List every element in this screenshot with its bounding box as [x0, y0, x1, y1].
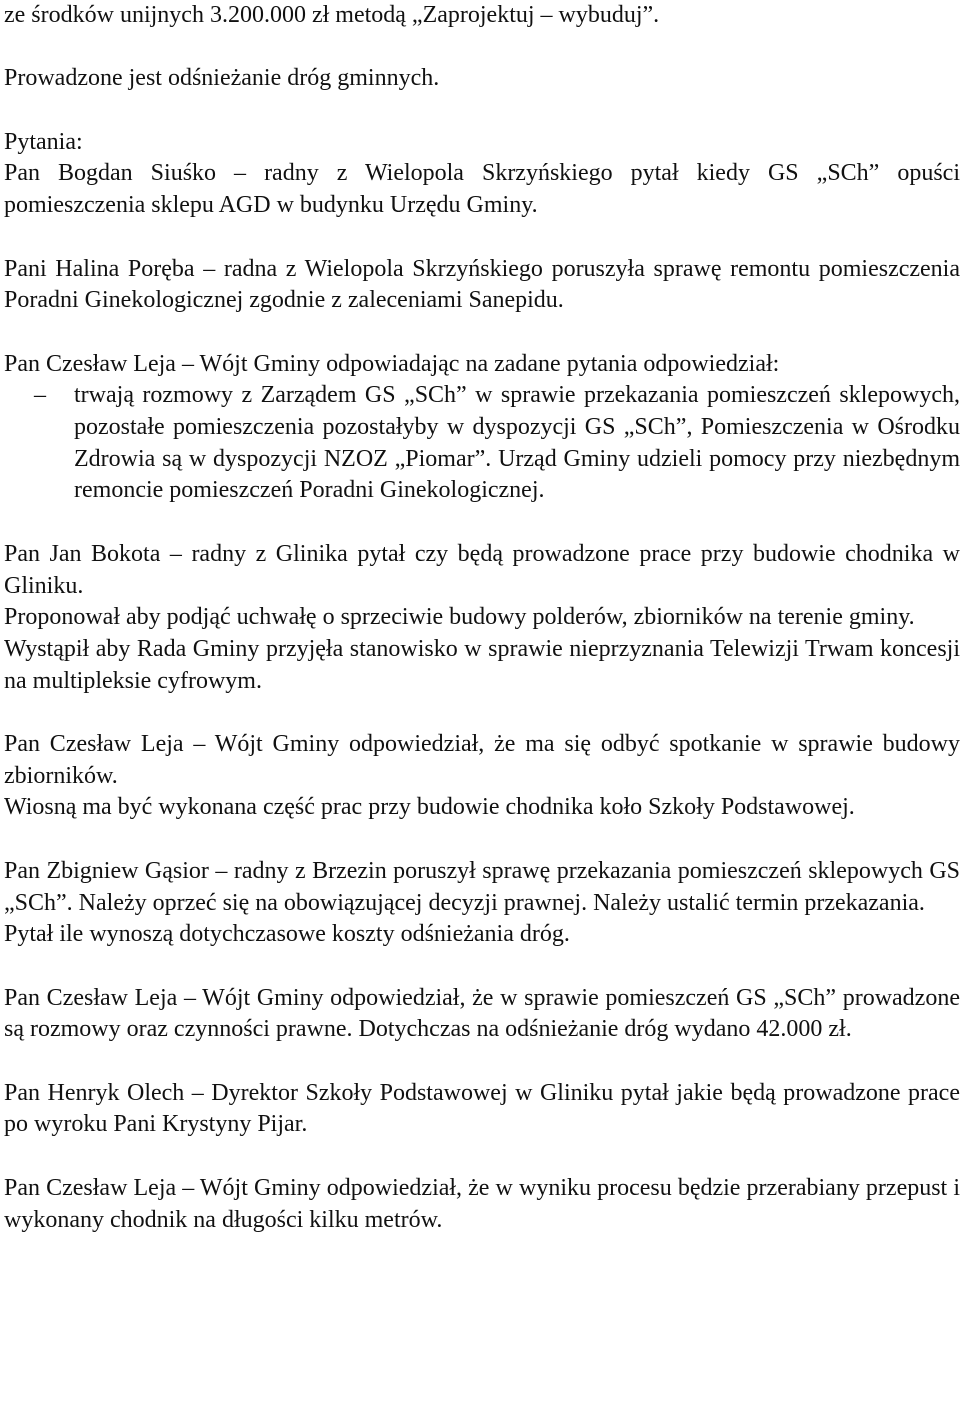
spacer [4, 32, 960, 64]
paragraph-leja-answer: Pan Czesław Leja – Wójt Gminy odpowiadając na zadane pytania odpowiedział: [4, 350, 780, 377]
paragraph-bokota: Pan Jan Bokota – radny z Glinika pytał czy będą prowadzone prace przy budowie chodnika w Gliniku. [4, 540, 960, 599]
spacer [4, 951, 960, 983]
paragraph-leja-culvert: Pan Czesław Leja – Wójt Gminy odpowiedział, że w wyniku procesu będzie przerabiany przepust i wykonany chodnik na długości kilku metrów. [4, 1174, 960, 1233]
spacer [4, 222, 960, 254]
spacer [4, 95, 960, 127]
spacer [4, 507, 960, 539]
paragraph-gasior: Pan Zbigniew Gąsior – radny z Brzezin poruszył sprawę przekazania pomieszczeń sklepowych GS „SCh”. Należy oprzeć się na obowiązującej decyzji prawnej. Należy ustalić termin przekazania. [4, 857, 960, 916]
paragraph-leja-reservoirs: Pan Czesław Leja – Wójt Gminy odpowiedział, że ma się odbyć spotkanie w sprawie budowy zbiorników. [4, 731, 960, 789]
spacer [4, 317, 960, 349]
paragraph-siusko: Pan Bogdan Siuśko – radny z Wielopola Skrzyńskiego pytał kiedy GS „SCh” opuści pomieszczenia sklepu AGD w budynku Urzędu Gminy. [4, 160, 960, 219]
spacer [4, 1141, 960, 1173]
list-item-text: trwają rozmowy z Zarządem GS „SCh” w sprawie przekazania pomieszczeń sklepowych, pozostałe pomieszczenia pozostałyby w dyspozycji GS „SCh”, Pomieszczenia w Ośrodku Zdrowia są w dyspozycji NZOZ „Piomar”. Urząd Gminy udzieli pomocy przy niezbędnym remoncie pomieszczeń Poradni Ginekologicznej. [74, 382, 960, 504]
spacer [4, 824, 960, 856]
questions-heading: Pytania: [4, 128, 83, 155]
paragraph-polders: Proponował aby podjąć uchwałę o sprzeciwie budowy polderów, zbiorników na terenie gminy. [4, 604, 915, 631]
intro-line-2: Prowadzone jest odśnieżanie dróg gminnych. [4, 65, 440, 92]
paragraph-leja-costs: Pan Czesław Leja – Wójt Gminy odpowiedział, że w sprawie pomieszczeń GS „SCh” prowadzone są rozmowy oraz czynności prawne. Dotychczas na odśnieżanie dróg wydano 42.000 zł. [4, 984, 960, 1043]
dash-bullet-icon: – [34, 382, 46, 409]
answer-list [4, 380, 960, 507]
paragraph-trwam: Wystąpił aby Rada Gminy przyjęła stanowisko w sprawie nieprzyznania Telewizji Trwam koncesji na multipleksie cyfrowym. [4, 635, 960, 694]
paragraph-sidewalk: Wiosną ma być wykonana część prac przy budowie chodnika koło Szkoły Podstawowej. [4, 794, 855, 821]
spacer [4, 697, 960, 729]
paragraph-poreba: Pani Halina Poręba – radna z Wielopola Skrzyńskiego poruszyła sprawę remontu pomieszczenia Poradni Ginekologicznej zgodnie z zaleceniami Sanepidu. [4, 255, 960, 314]
paragraph-olech: Pan Henryk Olech – Dyrektor Szkoły Podstawowej w Gliniku pytał jakie będą prowadzone prace po wyroku Pani Krystyny Pijar. [4, 1079, 960, 1138]
intro-line-1: ze środków unijnych 3.200.000 zł metodą „Zaprojektuj – wybuduj”. [4, 2, 660, 28]
paragraph-snow-costs: Pytał ile wynoszą dotychczasowe koszty odśnieżania dróg. [4, 921, 570, 948]
list-item [4, 380, 960, 507]
spacer [4, 1046, 960, 1078]
